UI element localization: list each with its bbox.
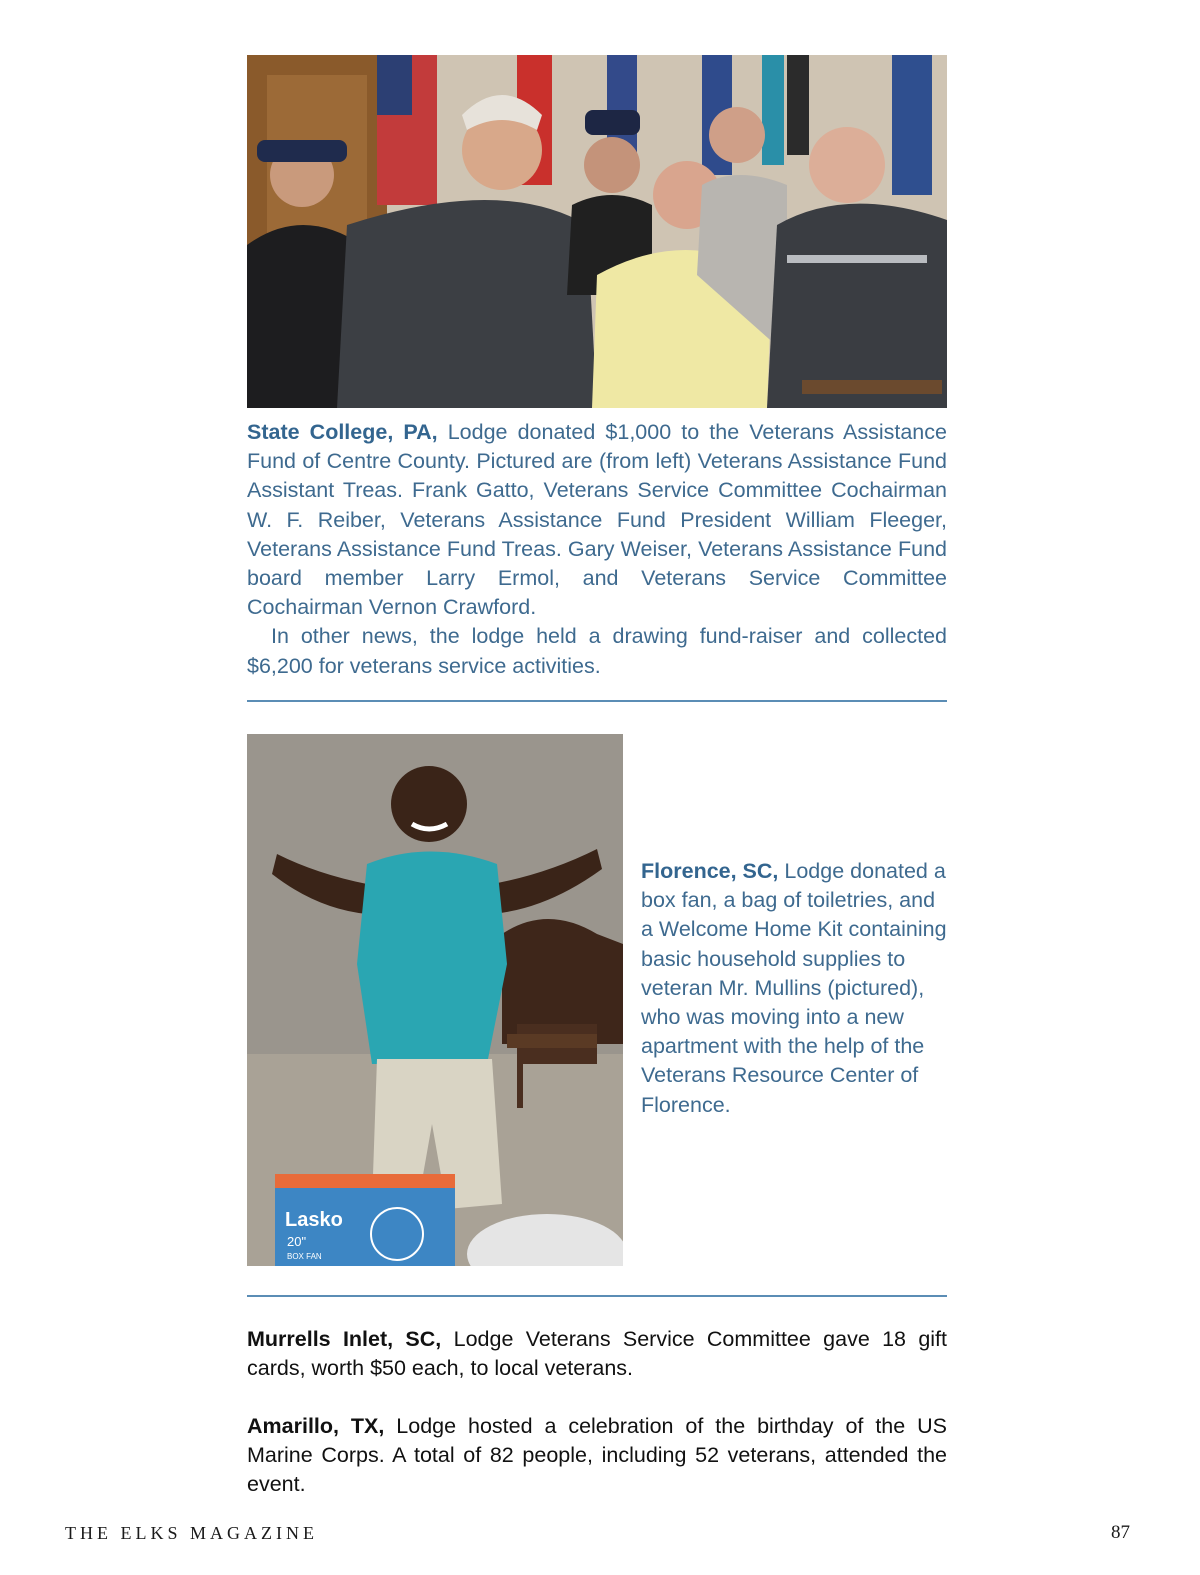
florence-caption (641, 857, 947, 1120)
page-number: 87 (1111, 1522, 1130, 1543)
location-state-college: State College, PA, (247, 420, 438, 444)
florence-body: Lodge donated a box fan, a bag of toiletries, and a Welcome Home Kit containing basic household supplies to veteran Mr. Mullins (pictured), who was moving into a new apartment with the help of the Veterans Resource Center of Florence. (641, 859, 947, 1117)
veteran-photo (247, 734, 623, 1266)
murrells-inlet-brief (247, 1325, 947, 1383)
location-amarillo: Amarillo, TX, (247, 1414, 385, 1438)
state-college-followup: In other news, the lodge held a drawing fund-raiser and collected $6,200 for veterans service activities. (247, 624, 947, 678)
section-divider (247, 1295, 947, 1297)
state-college-paragraph (247, 418, 947, 622)
location-murrells-inlet: Murrells Inlet, SC, (247, 1327, 442, 1351)
amarillo-body: Lodge hosted a celebration of the birthday of the US Marine Corps. A total of 82 people, including 52 veterans, attended the event. (247, 1414, 947, 1497)
state-college-body: Lodge donated $1,000 to the Veterans Assistance Fund of Centre County. Pictured are (from left) Veterans Assistance Fund Assistant Treas. Frank Gatto, Veterans Service Committee Cochairman W. F. Reiber, Veterans Assistance Fund President William Fleeger, Veterans Assistance Fund Treas. Gary Weiser, Veterans Assistance Fund board member Larry Ermol, and Veterans Service Committee Cochairman Vernon Crawford. (247, 420, 947, 620)
florence-paragraph (641, 857, 947, 1120)
fan-box-size: 20" (287, 1234, 307, 1249)
state-college-caption (247, 418, 947, 681)
location-florence: Florence, SC, (641, 859, 779, 883)
fan-box-brand: Lasko (285, 1209, 343, 1231)
murrells-inlet-body: Lodge Veterans Service Committee gave 18 gift cards, worth $50 each, to local veterans. (247, 1327, 947, 1381)
section-divider (247, 700, 947, 702)
group-photo-illustration (247, 55, 947, 408)
fan-box-kind: BOX FAN (287, 1252, 322, 1261)
amarillo-brief (247, 1412, 947, 1500)
group-photo (247, 55, 947, 408)
veteran-photo-illustration (247, 734, 623, 1266)
magazine-title: THE ELKS MAGAZINE (65, 1523, 318, 1543)
